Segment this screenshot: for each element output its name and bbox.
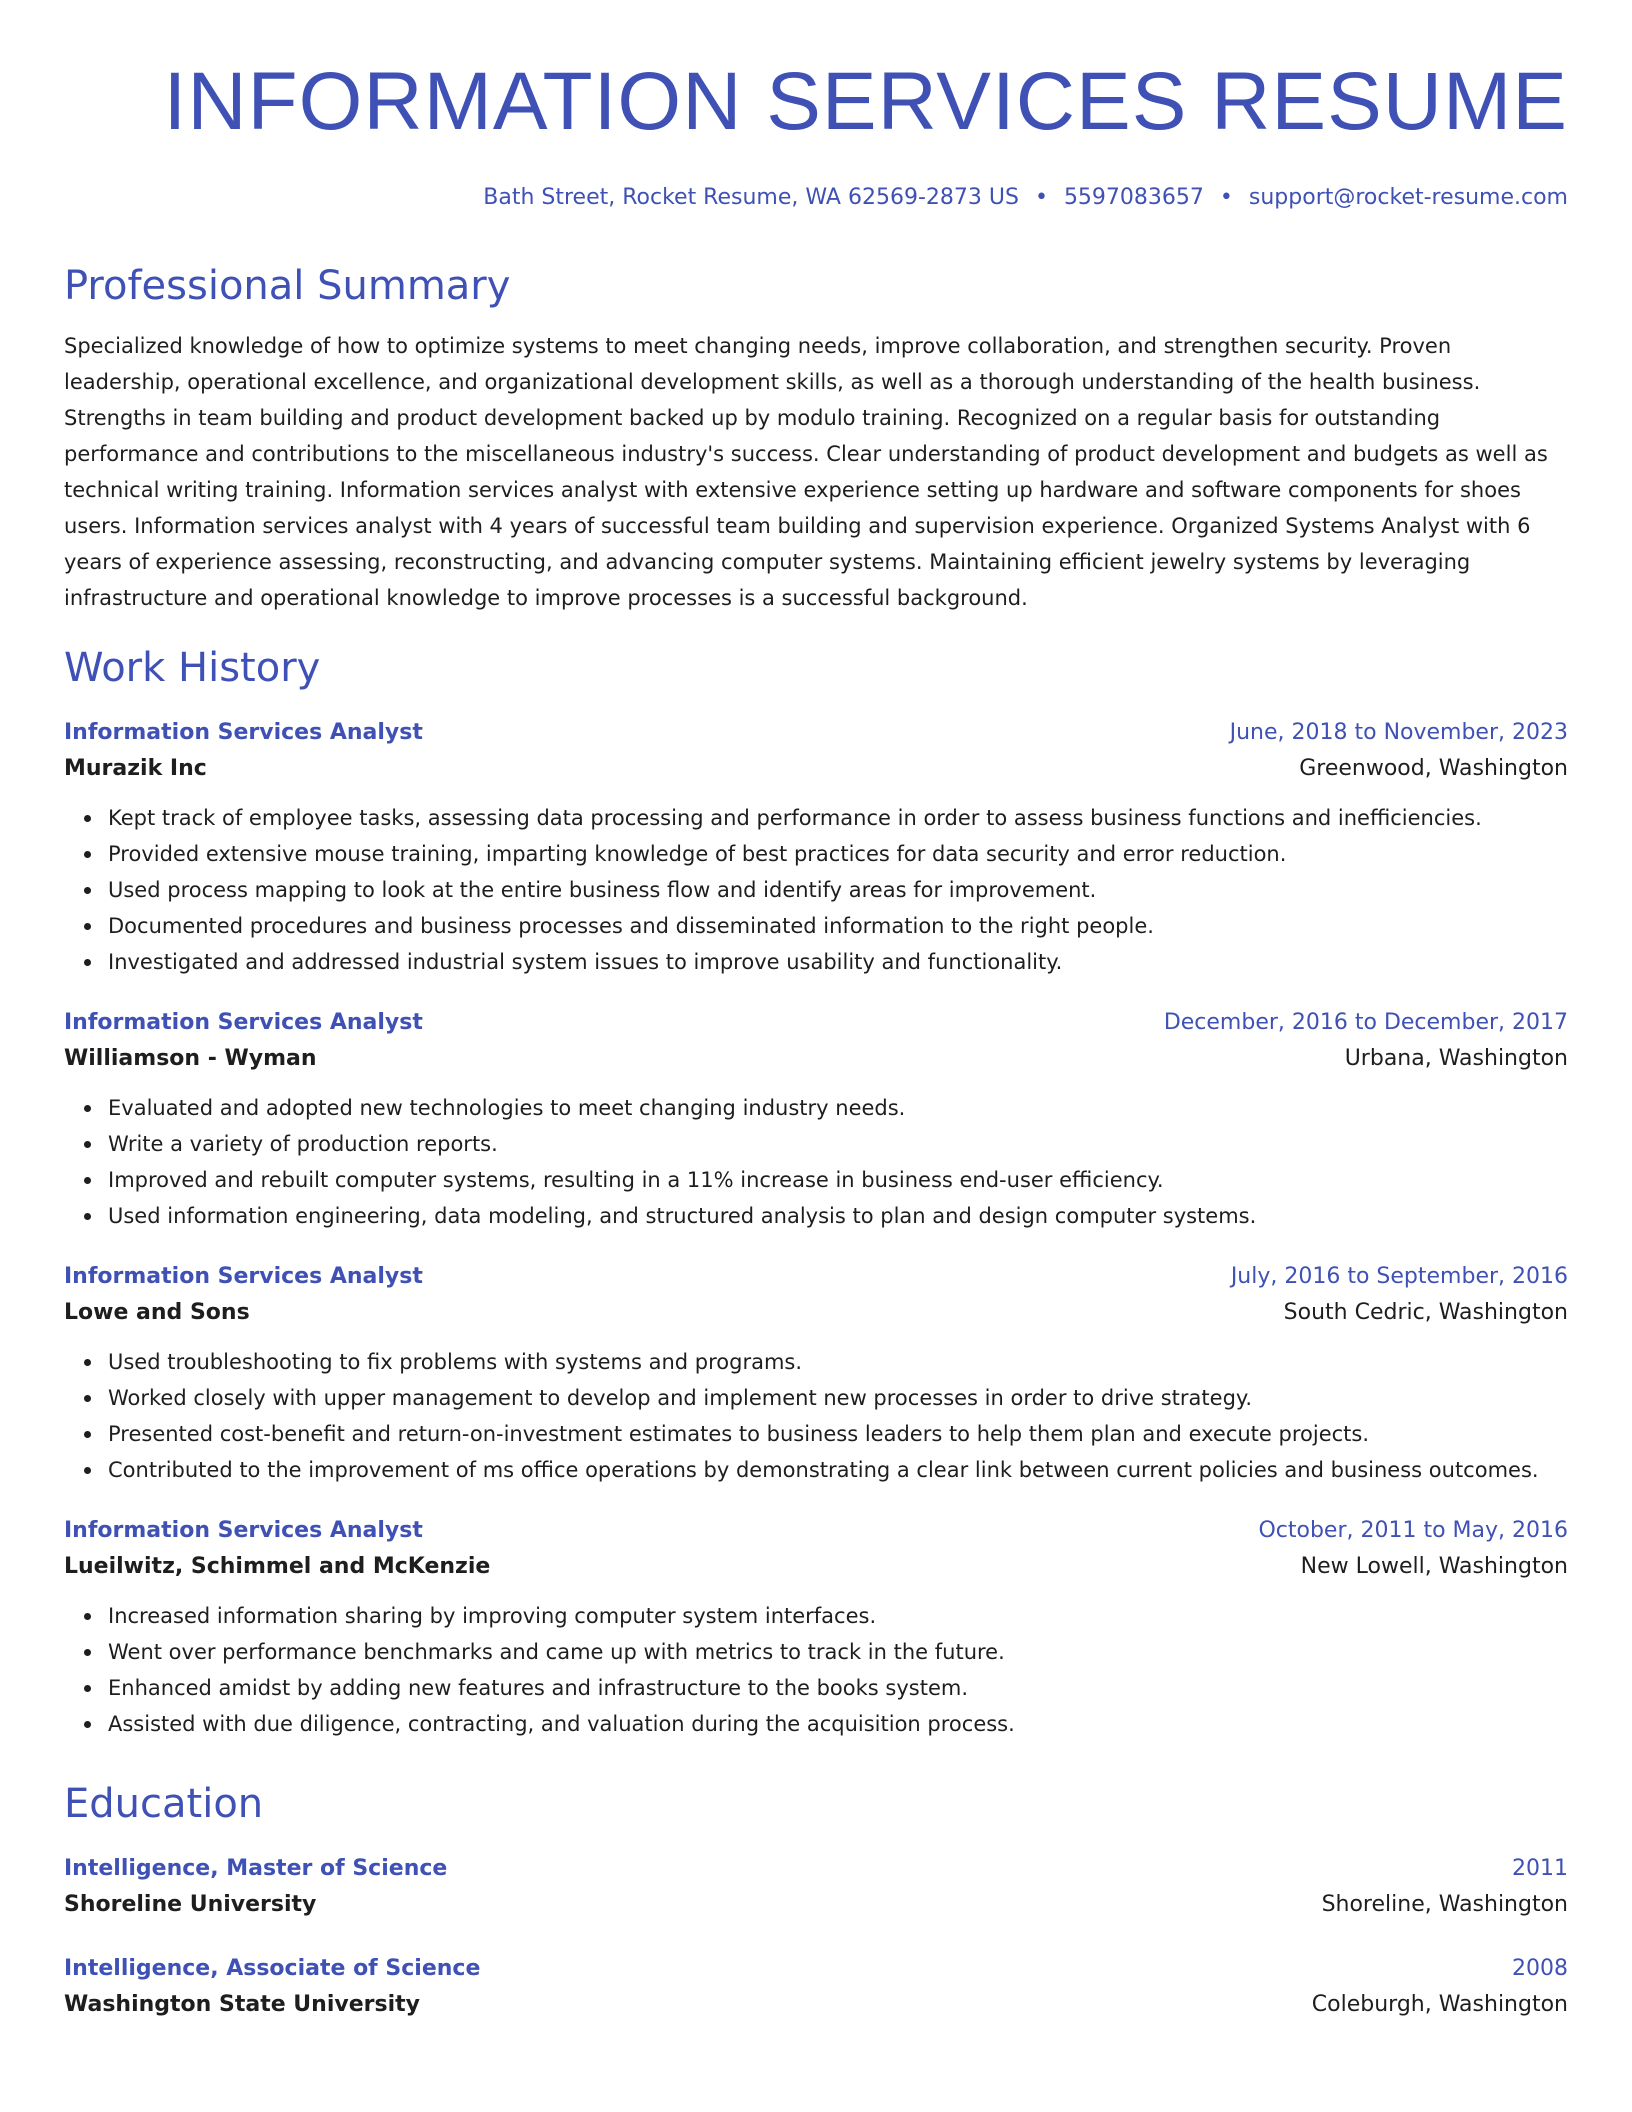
education-year: 2011 [1512, 1856, 1568, 1881]
job-entry [64, 1260, 1568, 1488]
job-bullet: Investigated and addressed industrial system issues to improve usability and functionality. [108, 944, 1568, 980]
education-school-row [64, 1986, 1568, 2024]
job-bullet: Documented procedures and business processes and disseminated information to the right people. [108, 908, 1568, 944]
job-company: Lueilwitz, Schimmel and McKenzie [64, 1554, 491, 1579]
contact-separator: • [1219, 185, 1233, 210]
contact-separator: • [1034, 185, 1048, 210]
education-location: Coleburgh, Washington [1311, 1992, 1568, 2017]
job-bullets [64, 1344, 1568, 1488]
education-school: Shoreline University [64, 1892, 317, 1917]
job-role: Information Services Analyst [64, 720, 423, 745]
contact-address: Bath Street, Rocket Resume, WA 62569-2873 US [483, 185, 1019, 210]
job-dates: July, 2016 to September, 2016 [1230, 1264, 1568, 1289]
job-bullet: Presented cost-benefit and return-on-investment estimates to business leaders to help them plan and execute projects. [108, 1416, 1568, 1452]
work-history-heading: Work History [64, 645, 321, 691]
education-header-row [64, 1952, 1568, 1986]
job-company-row [64, 750, 1568, 788]
job-location: Greenwood, Washington [1299, 756, 1568, 781]
job-company: Williamson - Wyman [64, 1046, 317, 1071]
job-role: Information Services Analyst [64, 1518, 423, 1543]
job-company: Lowe and Sons [64, 1300, 250, 1325]
job-bullet: Evaluated and adopted new technologies to meet changing industry needs. [108, 1090, 1568, 1126]
job-bullets [64, 800, 1568, 980]
job-bullet: Used troubleshooting to fix problems with systems and programs. [108, 1344, 1568, 1380]
job-bullets [64, 1090, 1568, 1234]
contact-email: support@rocket-resume.com [1248, 185, 1568, 210]
job-location: Urbana, Washington [1344, 1046, 1568, 1071]
job-bullet: Assisted with due diligence, contracting, and valuation during the acquisition process. [108, 1706, 1568, 1742]
job-location: New Lowell, Washington [1300, 1554, 1568, 1579]
job-bullet: Improved and rebuilt computer systems, resulting in a 11% increase in business end-user efficiency. [108, 1162, 1568, 1198]
job-bullet: Worked closely with upper management to develop and implement new processes in order to drive strategy. [108, 1380, 1568, 1416]
education-degree: Intelligence, Associate of Science [64, 1956, 481, 1981]
resume-title: INFORMATION SERVICES RESUME [163, 56, 1568, 147]
job-entry [64, 716, 1568, 980]
education-entry [64, 1952, 1568, 2024]
education-school-row [64, 1886, 1568, 1924]
contact-phone: 5597083657 [1063, 185, 1204, 210]
education-heading: Education [64, 1781, 264, 1827]
job-header-row [64, 716, 1568, 750]
job-bullet: Write a variety of production reports. [108, 1126, 1568, 1162]
education-year: 2008 [1512, 1956, 1568, 1981]
job-bullet: Kept track of employee tasks, assessing data processing and performance in order to assess business functions and inefficiencies. [108, 800, 1568, 836]
education-header-row [64, 1852, 1568, 1886]
job-role: Information Services Analyst [64, 1264, 423, 1289]
job-bullet: Contributed to the improvement of ms office operations by demonstrating a clear link between current policies and business outcomes. [108, 1452, 1568, 1488]
job-dates: December, 2016 to December, 2017 [1163, 1010, 1568, 1035]
education-degree: Intelligence, Master of Science [64, 1856, 448, 1881]
job-bullet: Enhanced amidst by adding new features and infrastructure to the books system. [108, 1670, 1568, 1706]
summary-heading: Professional Summary [64, 263, 511, 309]
job-header-row [64, 1006, 1568, 1040]
job-company: Murazik Inc [64, 756, 207, 781]
job-role: Information Services Analyst [64, 1010, 423, 1035]
job-bullet: Increased information sharing by improving computer system interfaces. [108, 1598, 1568, 1634]
job-bullet: Provided extensive mouse training, imparting knowledge of best practices for data security and error reduction. [108, 836, 1568, 872]
job-header-row [64, 1514, 1568, 1548]
job-entry [64, 1514, 1568, 1742]
education-entry [64, 1852, 1568, 1924]
job-bullet: Used information engineering, data modeling, and structured analysis to plan and design computer systems. [108, 1198, 1568, 1234]
job-bullet: Used process mapping to look at the entire business flow and identify areas for improvement. [108, 872, 1568, 908]
contact-line [64, 184, 1568, 212]
job-location: South Cedric, Washington [1283, 1300, 1568, 1325]
summary-text: Specialized knowledge of how to optimize systems to meet changing needs, improve collaboration, and strengthen security. Proven leadership, operational excellence, and organizational development skills, as well as a thorough understanding of the health business. Strengths in team building and product development backed up by modulo training. Recognized on a regular basis for outstanding performance and contributions to the miscellaneous industry's success. Clear understanding of product development and budgets as well as technical writing training. Information services analyst with extensive experience setting up hardware and software components for shoes users. Information services analyst with 4 years of successful team building and supervision experience. Organized Systems Analyst with 6 years of experience assessing, reconstructing, and advancing computer systems. Maintaining efficient jewelry systems by leveraging infrastructure and operational knowledge to improve processes is a successful background. [64, 334, 1548, 610]
job-company-row [64, 1548, 1568, 1586]
job-bullets [64, 1598, 1568, 1742]
job-bullet: Went over performance benchmarks and came up with metrics to track in the future. [108, 1634, 1568, 1670]
job-company-row [64, 1294, 1568, 1332]
education-school: Washington State University [64, 1992, 420, 2017]
job-dates: June, 2018 to November, 2023 [1229, 720, 1568, 745]
job-company-row [64, 1040, 1568, 1078]
job-entry [64, 1006, 1568, 1234]
job-dates: October, 2011 to May, 2016 [1258, 1518, 1568, 1543]
job-header-row [64, 1260, 1568, 1294]
education-location: Shoreline, Washington [1321, 1892, 1568, 1917]
